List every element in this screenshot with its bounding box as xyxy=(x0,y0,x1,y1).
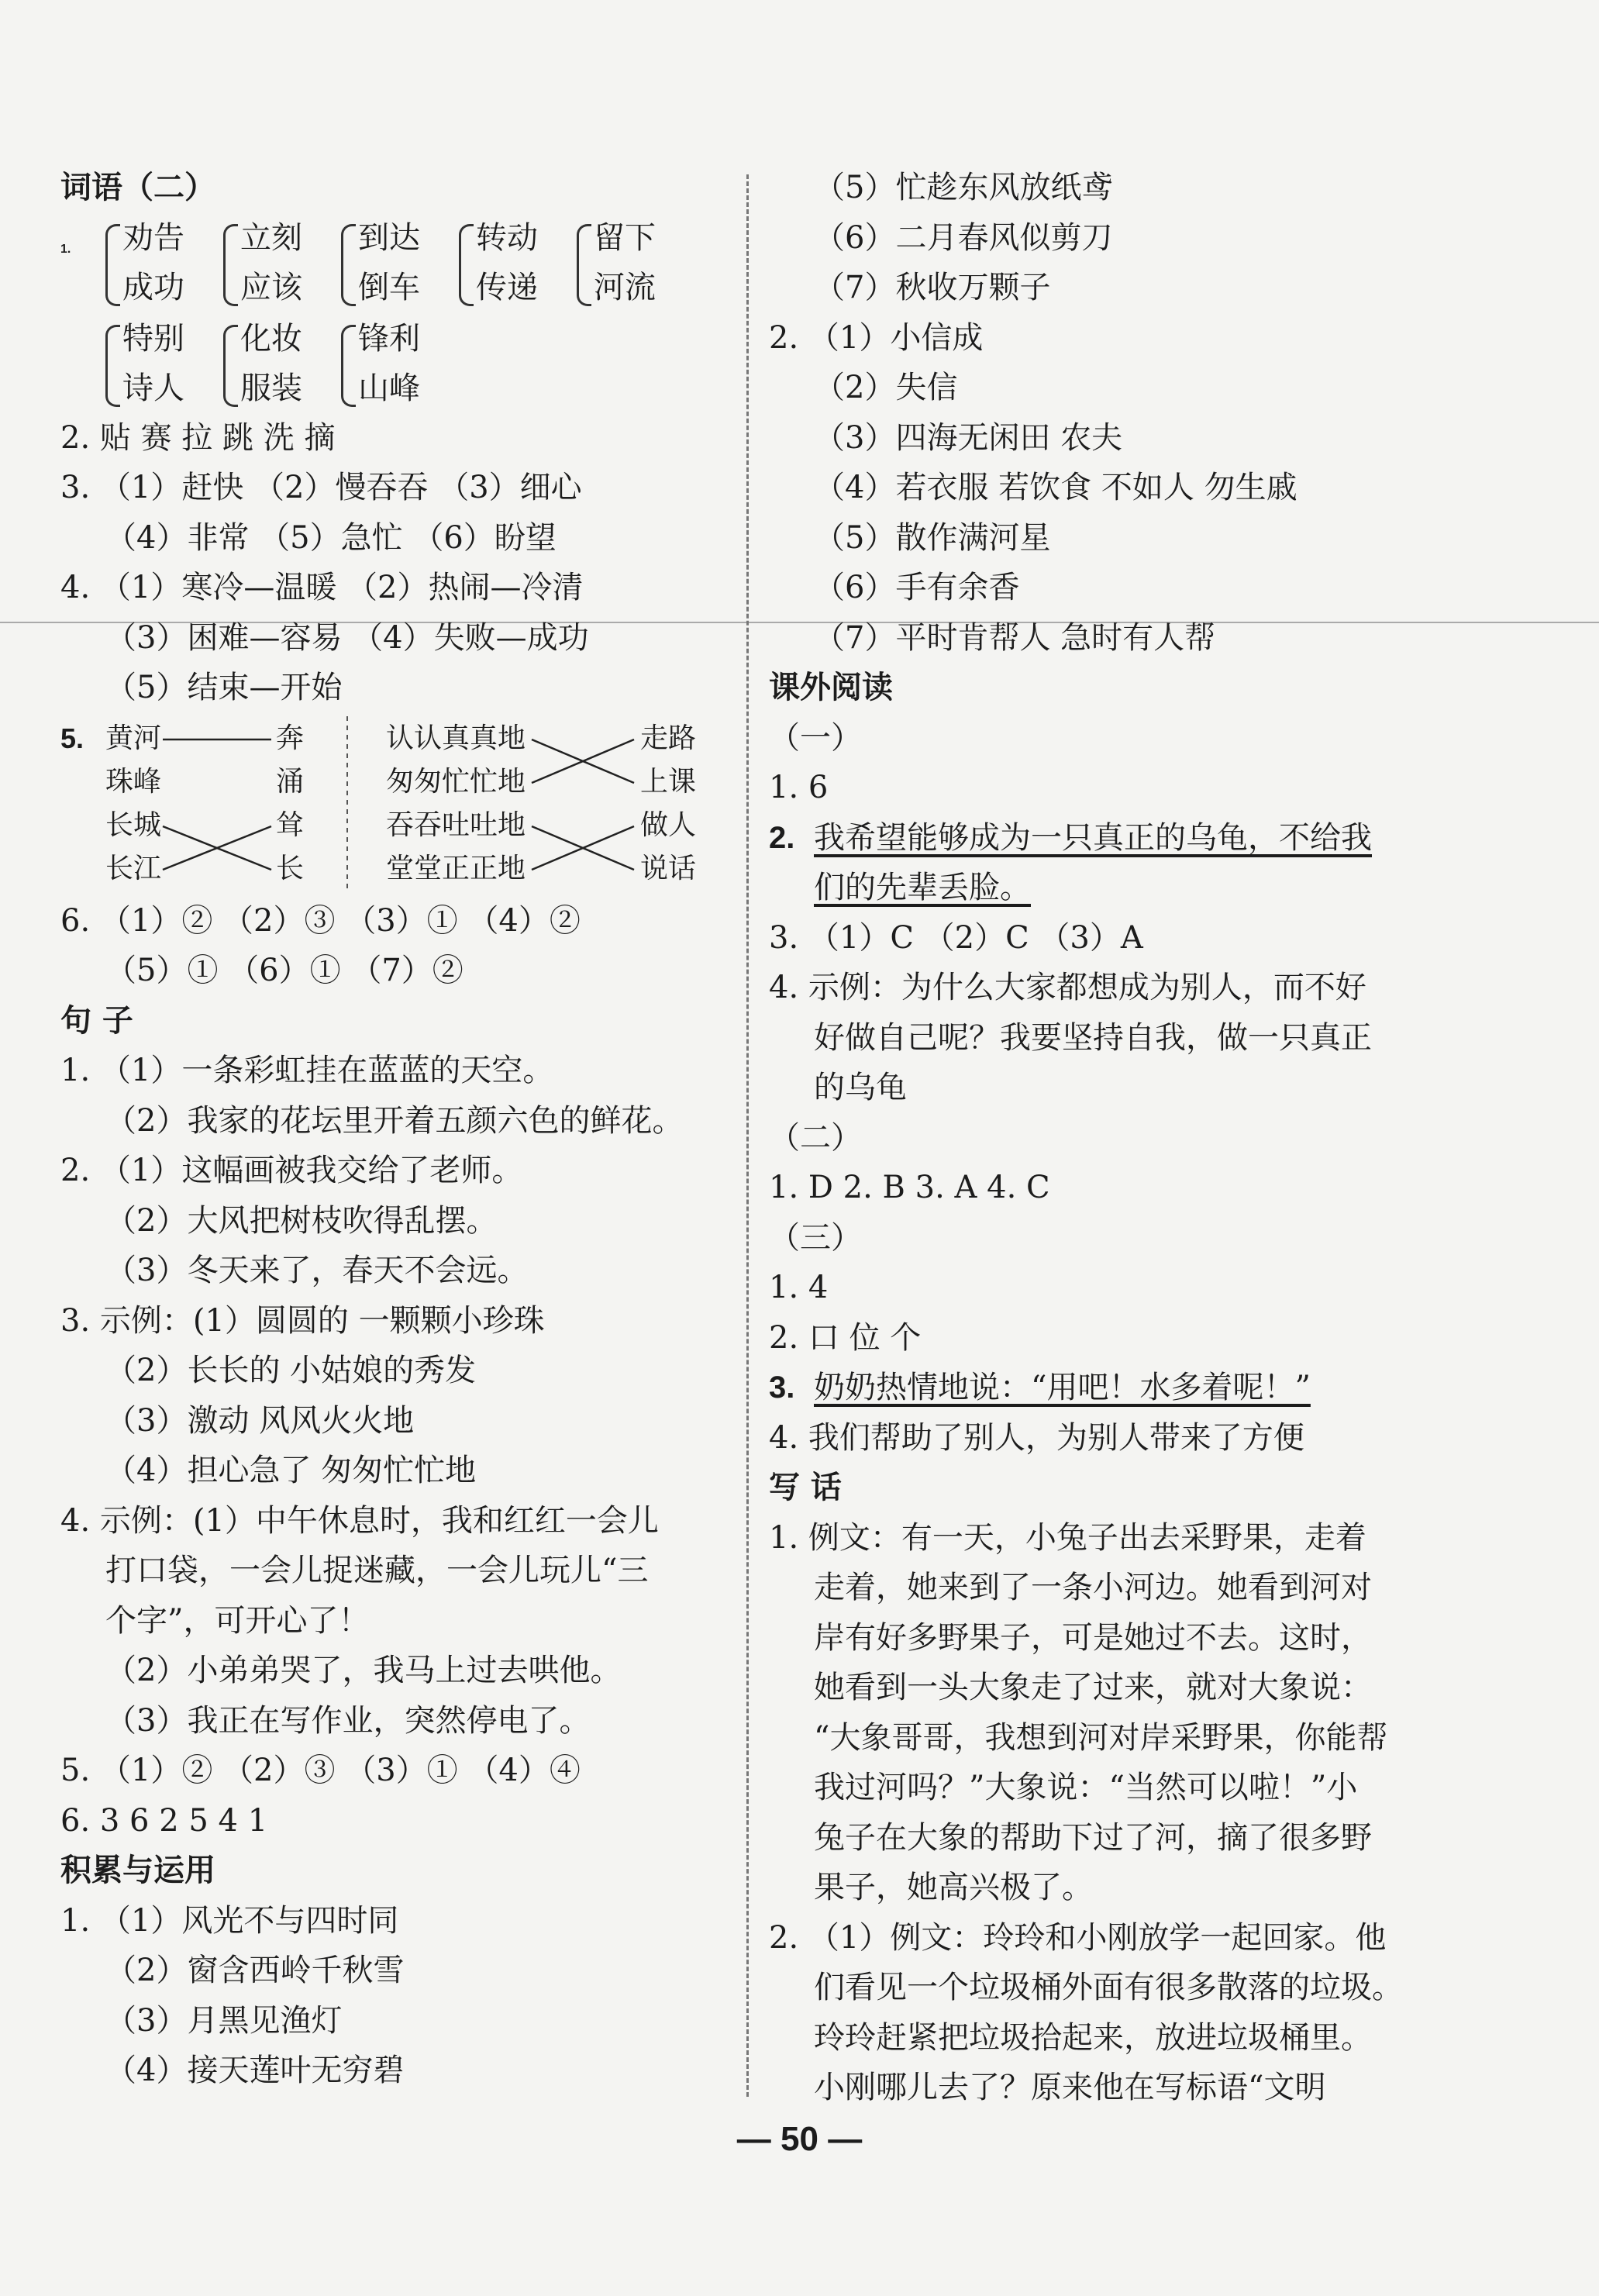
j2-row1: 2. （1）这幅画被我交给了老师。 xyxy=(60,1153,523,1188)
brace-icon xyxy=(459,224,474,306)
j4-row5: （3）我正在写作业，突然停电了。 xyxy=(105,1702,591,1739)
c2: 2. 口 位 个 xyxy=(769,1319,922,1356)
w1-row7: 兔子在大象的帮助下过了河，摘了很多野 xyxy=(814,1819,1372,1856)
a1: 1. 6 xyxy=(769,770,829,805)
c4: 4. 我们帮助了别人，为别人带来了方便 xyxy=(769,1419,1304,1456)
w1-row3: 岸有好多野果子，可是她过不去。这时， xyxy=(814,1619,1372,1656)
j1-row1: 1. （1）一条彩虹挂在蓝蓝的天空。 xyxy=(60,1053,554,1088)
match-mid-item: 奔 xyxy=(276,722,305,754)
j3-row1: 3. 示例：(1）圆圆的 一颗颗小珍珠 xyxy=(60,1302,545,1339)
match-left-item: 长江 xyxy=(105,852,162,884)
match-phrase-item: 堂堂正正地 xyxy=(386,852,526,884)
brace-word-bottom: 传递 xyxy=(476,269,538,305)
r-row5: （2）失信 xyxy=(814,370,958,405)
brace-word-top: 立刻 xyxy=(240,219,302,256)
section-title-kwyd: 课外阅读 xyxy=(769,670,893,705)
brace-icon xyxy=(223,224,238,306)
a2-row1 xyxy=(769,813,1451,864)
brace-word-top: 到达 xyxy=(358,219,420,256)
match-right-item: 走路 xyxy=(640,722,697,754)
q4-row1: 4. （1）寒冷—温暖 （2）热闹—冷清 xyxy=(60,570,584,605)
r-row1: （5）忙趁东风放纸鸢 xyxy=(814,170,1113,205)
j2-row3: （3）冬天来了，春天不会远。 xyxy=(105,1253,529,1288)
j3-row2: （2）长长的 小姑娘的秀发 xyxy=(105,1353,477,1388)
k1-row1: 1. （1）风光不与四时同 xyxy=(60,1902,399,1939)
brace-word-top: 特别 xyxy=(122,320,184,357)
j1-row2: （2）我家的花坛里开着五颜六色的鲜花。 xyxy=(105,1102,684,1139)
c3-row xyxy=(769,1363,1451,1413)
j4-row2: 打口袋，一会儿捉迷藏，一会儿玩儿“三 xyxy=(105,1553,649,1588)
a3: 3. （1）C （2）C （3）A xyxy=(769,919,1143,956)
brace-word-top: 化妆 xyxy=(240,320,302,357)
brace-icon xyxy=(105,325,120,407)
match-mid-item: 耸 xyxy=(276,808,305,841)
match-left-item: 黄河 xyxy=(105,722,162,754)
r-row10: （7）平时肯帮人 急时有人帮 xyxy=(814,619,1216,656)
section-title-xiehua: 写 话 xyxy=(769,1470,842,1505)
w1-row8: 果子，她高兴极了。 xyxy=(814,1870,1093,1905)
a4-row2: 好做自己呢？我要坚持自我，做一只真正 xyxy=(814,1019,1372,1056)
brace-icon xyxy=(105,224,120,306)
a4-row3: 的乌龟 xyxy=(814,1070,907,1105)
right-column xyxy=(769,163,1451,2113)
brace-word-bottom: 服装 xyxy=(240,370,302,406)
match-mid-item: 长 xyxy=(276,852,305,884)
j4-row4: （2）小弟弟哭了，我马上过去哄他。 xyxy=(105,1653,622,1688)
r-row2: （6）二月春风似剪刀 xyxy=(814,219,1113,256)
q1-number: 1. xyxy=(60,242,71,256)
brace-word-top: 留下 xyxy=(594,219,656,256)
j6: 6. 3 6 2 5 4 1 xyxy=(60,1802,268,1839)
r-row8: （5）散作满河星 xyxy=(814,519,1051,556)
w1-row5: “大象哥哥，我想到河对岸采野果，你能帮 xyxy=(814,1719,1388,1756)
r-row7: （4）若衣服 若饮食 不如人 勿生戚 xyxy=(814,470,1297,505)
r-row4: 2. （1）小信成 xyxy=(769,319,984,356)
brace-icon xyxy=(577,224,591,306)
q6-row1: 6. （1）② （2）③ （3）① （4）② xyxy=(60,902,581,939)
w1-row2: 走着，她来到了一条小河边。她看到河对 xyxy=(814,1570,1372,1605)
match-right-item: 做人 xyxy=(640,808,697,841)
column-divider xyxy=(746,174,749,2097)
a2-number: 2. xyxy=(769,820,795,855)
match-left-item: 长城 xyxy=(105,808,162,841)
brace-word-bottom: 应该 xyxy=(240,269,302,305)
k1-row2: （2）窗含西岭千秋雪 xyxy=(105,1953,405,1988)
brace-icon xyxy=(223,325,238,407)
a2-text2: 们的先辈丢脸。 xyxy=(814,870,1031,905)
brace-word-bottom: 倒车 xyxy=(358,269,420,305)
q3-row1: 3. （1）赶快 （2）慢吞吞 （3）细心 xyxy=(60,470,582,505)
brace-word-top: 锋利 xyxy=(358,320,420,357)
q6-row2: （5）① （6）① （7）② xyxy=(105,953,464,988)
q5-number: 5. xyxy=(60,722,84,754)
brace-word-top: 劝告 xyxy=(122,219,184,256)
b1: 1. D 2. B 3. A 4. C xyxy=(769,1170,1050,1205)
brace-word-bottom: 山峰 xyxy=(358,370,420,406)
q4-row2: （3）困难—容易 （4）失败—成功 xyxy=(105,619,589,656)
j4-row1: 4. 示例：(1）中午休息时，我和红红一会儿 xyxy=(60,1502,659,1539)
passage-3-label: （三） xyxy=(769,1219,862,1256)
w2-row4: 小刚哪儿去了？原来他在写标语“文明 xyxy=(814,2070,1326,2105)
match-left-item: 珠峰 xyxy=(105,765,162,798)
brace-word-bottom: 成功 xyxy=(122,269,184,305)
section-title-jilei: 积累与运用 xyxy=(60,1853,215,1888)
match-right-item: 说话 xyxy=(640,852,697,884)
j3-row3: （3）激动 风风火火地 xyxy=(105,1402,415,1439)
k1-row3: （3）月黑见渔灯 xyxy=(105,2002,343,2039)
k1-row4: （4）接天莲叶无穷碧 xyxy=(105,2053,405,2088)
r-row6: （3）四海无闲田 农夫 xyxy=(814,419,1123,456)
w1-row4: 她看到一头大象走了过来，就对大象说： xyxy=(814,1670,1372,1705)
w2-row2: 们看见一个垃圾桶外面有很多散落的垃圾。 xyxy=(814,1970,1403,2005)
left-column xyxy=(60,163,727,2096)
match-phrase-item: 匆匆忙忙地 xyxy=(386,765,526,798)
q1-brace-groups xyxy=(60,213,727,413)
q5-matching xyxy=(60,713,727,896)
a2-row2 xyxy=(769,863,1451,913)
j5: 5. （1）② （2）③ （3）① （4）④ xyxy=(60,1753,581,1788)
match-phrase-item: 吞吞吐吐地 xyxy=(386,808,526,841)
brace-icon xyxy=(341,325,356,407)
w2-row3: 玲玲赶紧把垃圾拾起来，放进垃圾桶里。 xyxy=(814,2019,1372,2056)
c1: 1. 4 xyxy=(769,1270,829,1305)
a4-row1: 4. 示例：为什么大家都想成为别人，而不好 xyxy=(769,970,1366,1005)
brace-word-bottom: 诗人 xyxy=(122,370,184,406)
c3-number: 3. xyxy=(769,1370,795,1405)
q3-row2: （4）非常 （5）急忙 （6）盼望 xyxy=(105,519,557,556)
c3-text: 奶奶热情地说：“用吧！水多着呢！” xyxy=(814,1370,1311,1405)
match-phrase-item: 认认真真地 xyxy=(386,722,526,754)
a2-text1: 我希望能够成为一只真正的乌龟，不给我 xyxy=(814,819,1372,856)
passage-1-label: （一） xyxy=(769,719,862,756)
brace-word-bottom: 河流 xyxy=(594,269,656,305)
w2-row1: 2. （1）例文：玲玲和小刚放学一起回家。他 xyxy=(769,1919,1387,1956)
j2-row2: （2）大风把树枝吹得乱摆。 xyxy=(105,1202,498,1239)
q4-row3: （5）结束—开始 xyxy=(105,670,343,705)
w1-row6: 我过河吗？”大象说：“当然可以啦！”小 xyxy=(814,1770,1358,1805)
brace-word-top: 转动 xyxy=(476,219,538,256)
section-title-juzi: 句 子 xyxy=(60,1002,133,1039)
r-row3: （7）秋收万颗子 xyxy=(814,270,1051,305)
brace-icon xyxy=(341,224,356,306)
match-right-item: 上课 xyxy=(640,765,697,798)
j4-row3: 个字”，可开心了！ xyxy=(105,1602,370,1639)
match-mid-item: 涌 xyxy=(276,765,305,798)
j3-row4: （4）担心急了 匆匆忙忙地 xyxy=(105,1453,477,1488)
passage-2-label: （二） xyxy=(769,1119,862,1156)
q2: 2. 贴 赛 拉 跳 洗 摘 xyxy=(60,419,336,456)
page-number: — 50 — xyxy=(736,2120,863,2158)
r-row9: （6）手有余香 xyxy=(814,570,1020,605)
w1-row1: 1. 例文：有一天，小兔子出去采野果，走着 xyxy=(769,1519,1366,1556)
section-title-ciyu: 词语（二） xyxy=(60,170,215,205)
